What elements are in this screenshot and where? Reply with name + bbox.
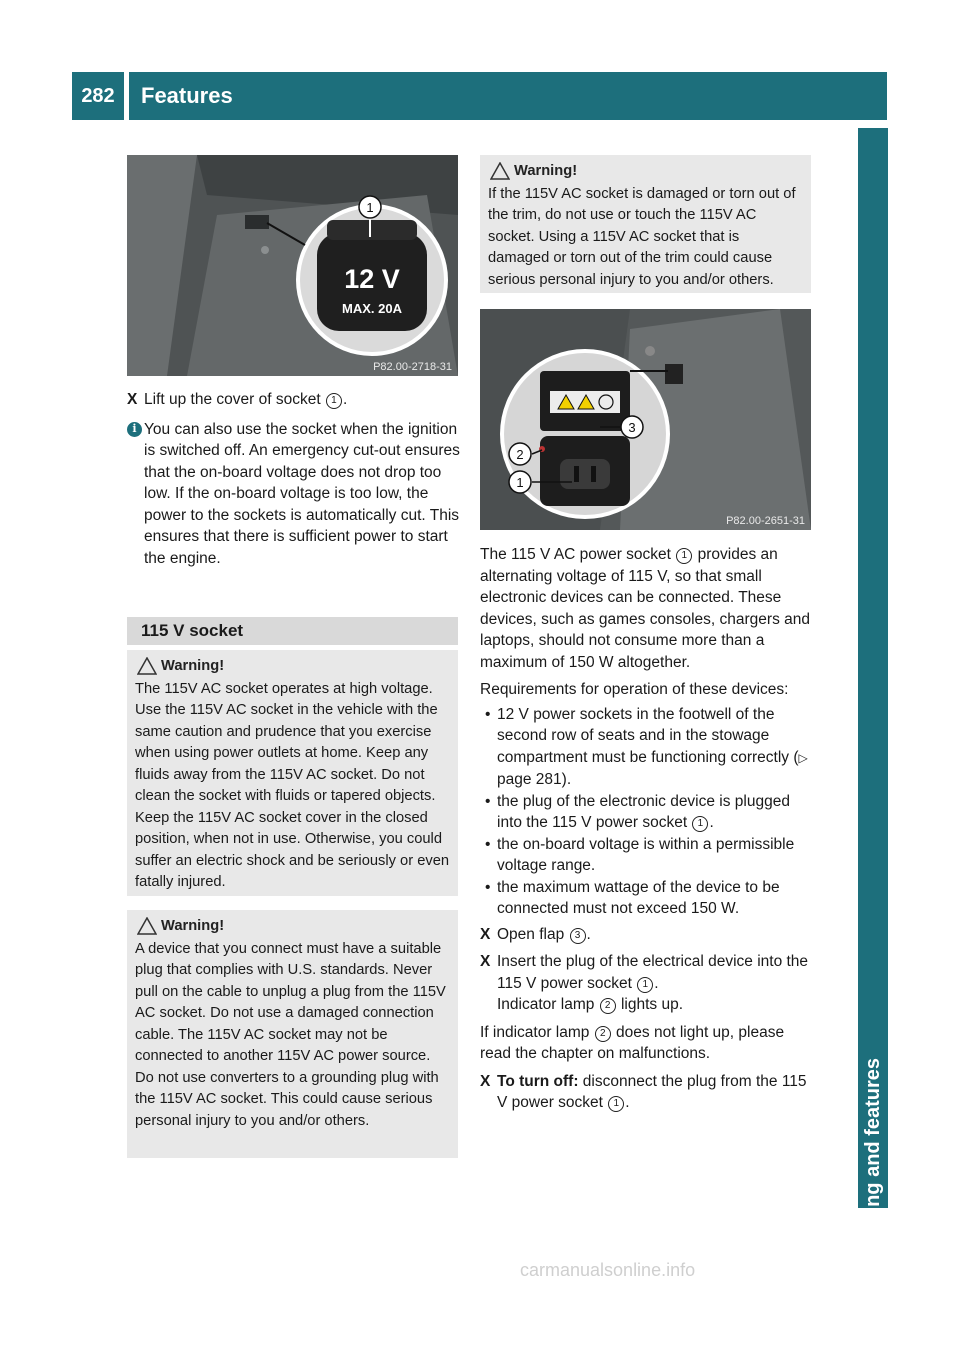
socket-max-label: MAX. 20A [342,301,402,316]
page-number: 282 [72,72,124,120]
socket-voltage-label: 12 V [344,264,400,294]
paragraph-indicator: If indicator lamp 2 does not light up, please read the chapter on malfunctions. [480,1023,785,1062]
warning-box-2 [127,910,458,1158]
trunk-115v-illustration [480,309,811,530]
warning-title: Warning! [135,656,450,678]
step-arrow-icon: X [480,1072,491,1090]
circled-number: 2 [600,998,616,1014]
figure-12v-socket [127,155,458,376]
step-arrow-icon: X [480,925,491,943]
side-tab [858,128,888,1347]
warning-text: The 115V AC socket operates at high voltage. Use the 115V AC socket in the vehicle with the same caution and prudence that you exercise when using power outlets at home. Keep any fluids away from the 115V AC socket. Do not clean the socket with fluids or tapered objects. Keep the 115V AC socket cover in the closed position, when not in use. Otherwise, you could suffer an electric shock and be seriously or even fatally injured. [135,680,450,890]
figure2-callout-3: 3 [628,420,636,435]
info-note [127,419,460,570]
bullet-item: • 12 V power sockets in the footwell of the second row of seats and in the stowage compartment must be functioning correctly (▷ page 281). [485,705,808,788]
page-ref-icon: ▷ [798,750,808,765]
circled-number: 1 [676,548,692,564]
step-arrow-icon: X [127,391,138,408]
warning-triangle-icon [137,657,157,675]
circled-number: 1 [637,977,653,993]
left-text-block [127,389,460,569]
warning-triangle-icon [137,917,157,935]
page-header [72,72,887,120]
bullet-item: • the on-board voltage is within a permissible voltage range. [485,835,795,874]
bullet-item: • the maximum wattage of the device to be connected must not exceed 150 W. [485,878,780,917]
trunk-12v-illustration [127,155,458,376]
circled-number: 2 [595,1026,611,1042]
right-text-block [480,544,814,1114]
indicator-line: Indicator lamp 2 lights up. [497,996,684,1013]
circled-number: 1 [608,1096,624,1112]
step-arrow-icon: X [480,953,491,970]
requirements-intro: Requirements for operation of these devices: [480,681,789,698]
circled-number: 3 [570,928,586,944]
warning-text: If the 115V AC socket is damaged or torn out of the trim, do not use or touch the 115V AC socket. Using a 115V AC socket that is damaged or torn out of the trim could cause serious personal injury to you and/or others. [488,185,796,288]
side-tab-label: Loading, stowing and features [861,1058,884,1347]
paragraph-115v-intro: The 115 V AC power socket 1 provides an alternating voltage of 115 V, so that small electronic devices can be connected. These devices, such as games consoles, chargers and laptops, should not consume more than a maximum of 150 W altogether. [480,546,810,671]
circled-number: 1 [692,816,708,832]
warning-title: Warning! [135,916,450,938]
figure1-caption: P82.00-2718-31 [373,361,452,373]
figure2-callout-1: 1 [516,475,524,490]
figure2-callout-2: 2 [516,447,524,462]
warning-title: Warning! [488,161,803,183]
figure1-callout: 1 [366,200,374,215]
bullet-item: • the plug of the electronic device is plugged into the 115 V power socket 1 . [485,792,790,831]
section-heading: 115 V socket [127,617,458,645]
step-insert-plug: X Insert the plug of the electrical device into the 115 V power socket 1 . Indicator lamp 2 lights up. [480,951,814,1016]
step-lift-cover: X Lift up the cover of socket 1 . [127,389,460,411]
step-turn-off: X To turn off: disconnect the plug from the 115 V power socket 1 . [480,1072,807,1111]
footer-watermark: carmanualsonline.info [520,1260,696,1280]
warning-box-1 [127,650,458,896]
warning-text: A device that you connect must have a suitable plug that complies with U.S. standards. Never pull on the cable to unplug a plug from the 115V AC socket. Do not use a damaged connection cable. The 115V AC socket may not be connected to another 115V AC power source. Do not use converters to a grounding plug with the 115V AC socket. This could cause serious personal injury to you and/or others. [135,940,446,1129]
figure-115v-socket [480,309,811,530]
info-text: You can also use the socket when the ignition is switched off. An emergency cut-out ensures that the on-board voltage does not drop too low. If the on-board voltage is too low, the power to the sockets is automatically cut. This ensures that there is sufficient power to start the engine. [144,420,460,567]
step-open-flap: X Open flap 3 . [480,924,814,946]
figure2-caption: P82.00-2651-31 [726,515,805,527]
page-title: Features [129,72,887,120]
warning-triangle-icon [490,162,510,180]
info-icon: i [127,422,142,437]
page-ref-link[interactable]: page 281 [497,771,562,788]
circled-number: 1 [326,393,342,409]
warning-box-3 [480,155,811,293]
